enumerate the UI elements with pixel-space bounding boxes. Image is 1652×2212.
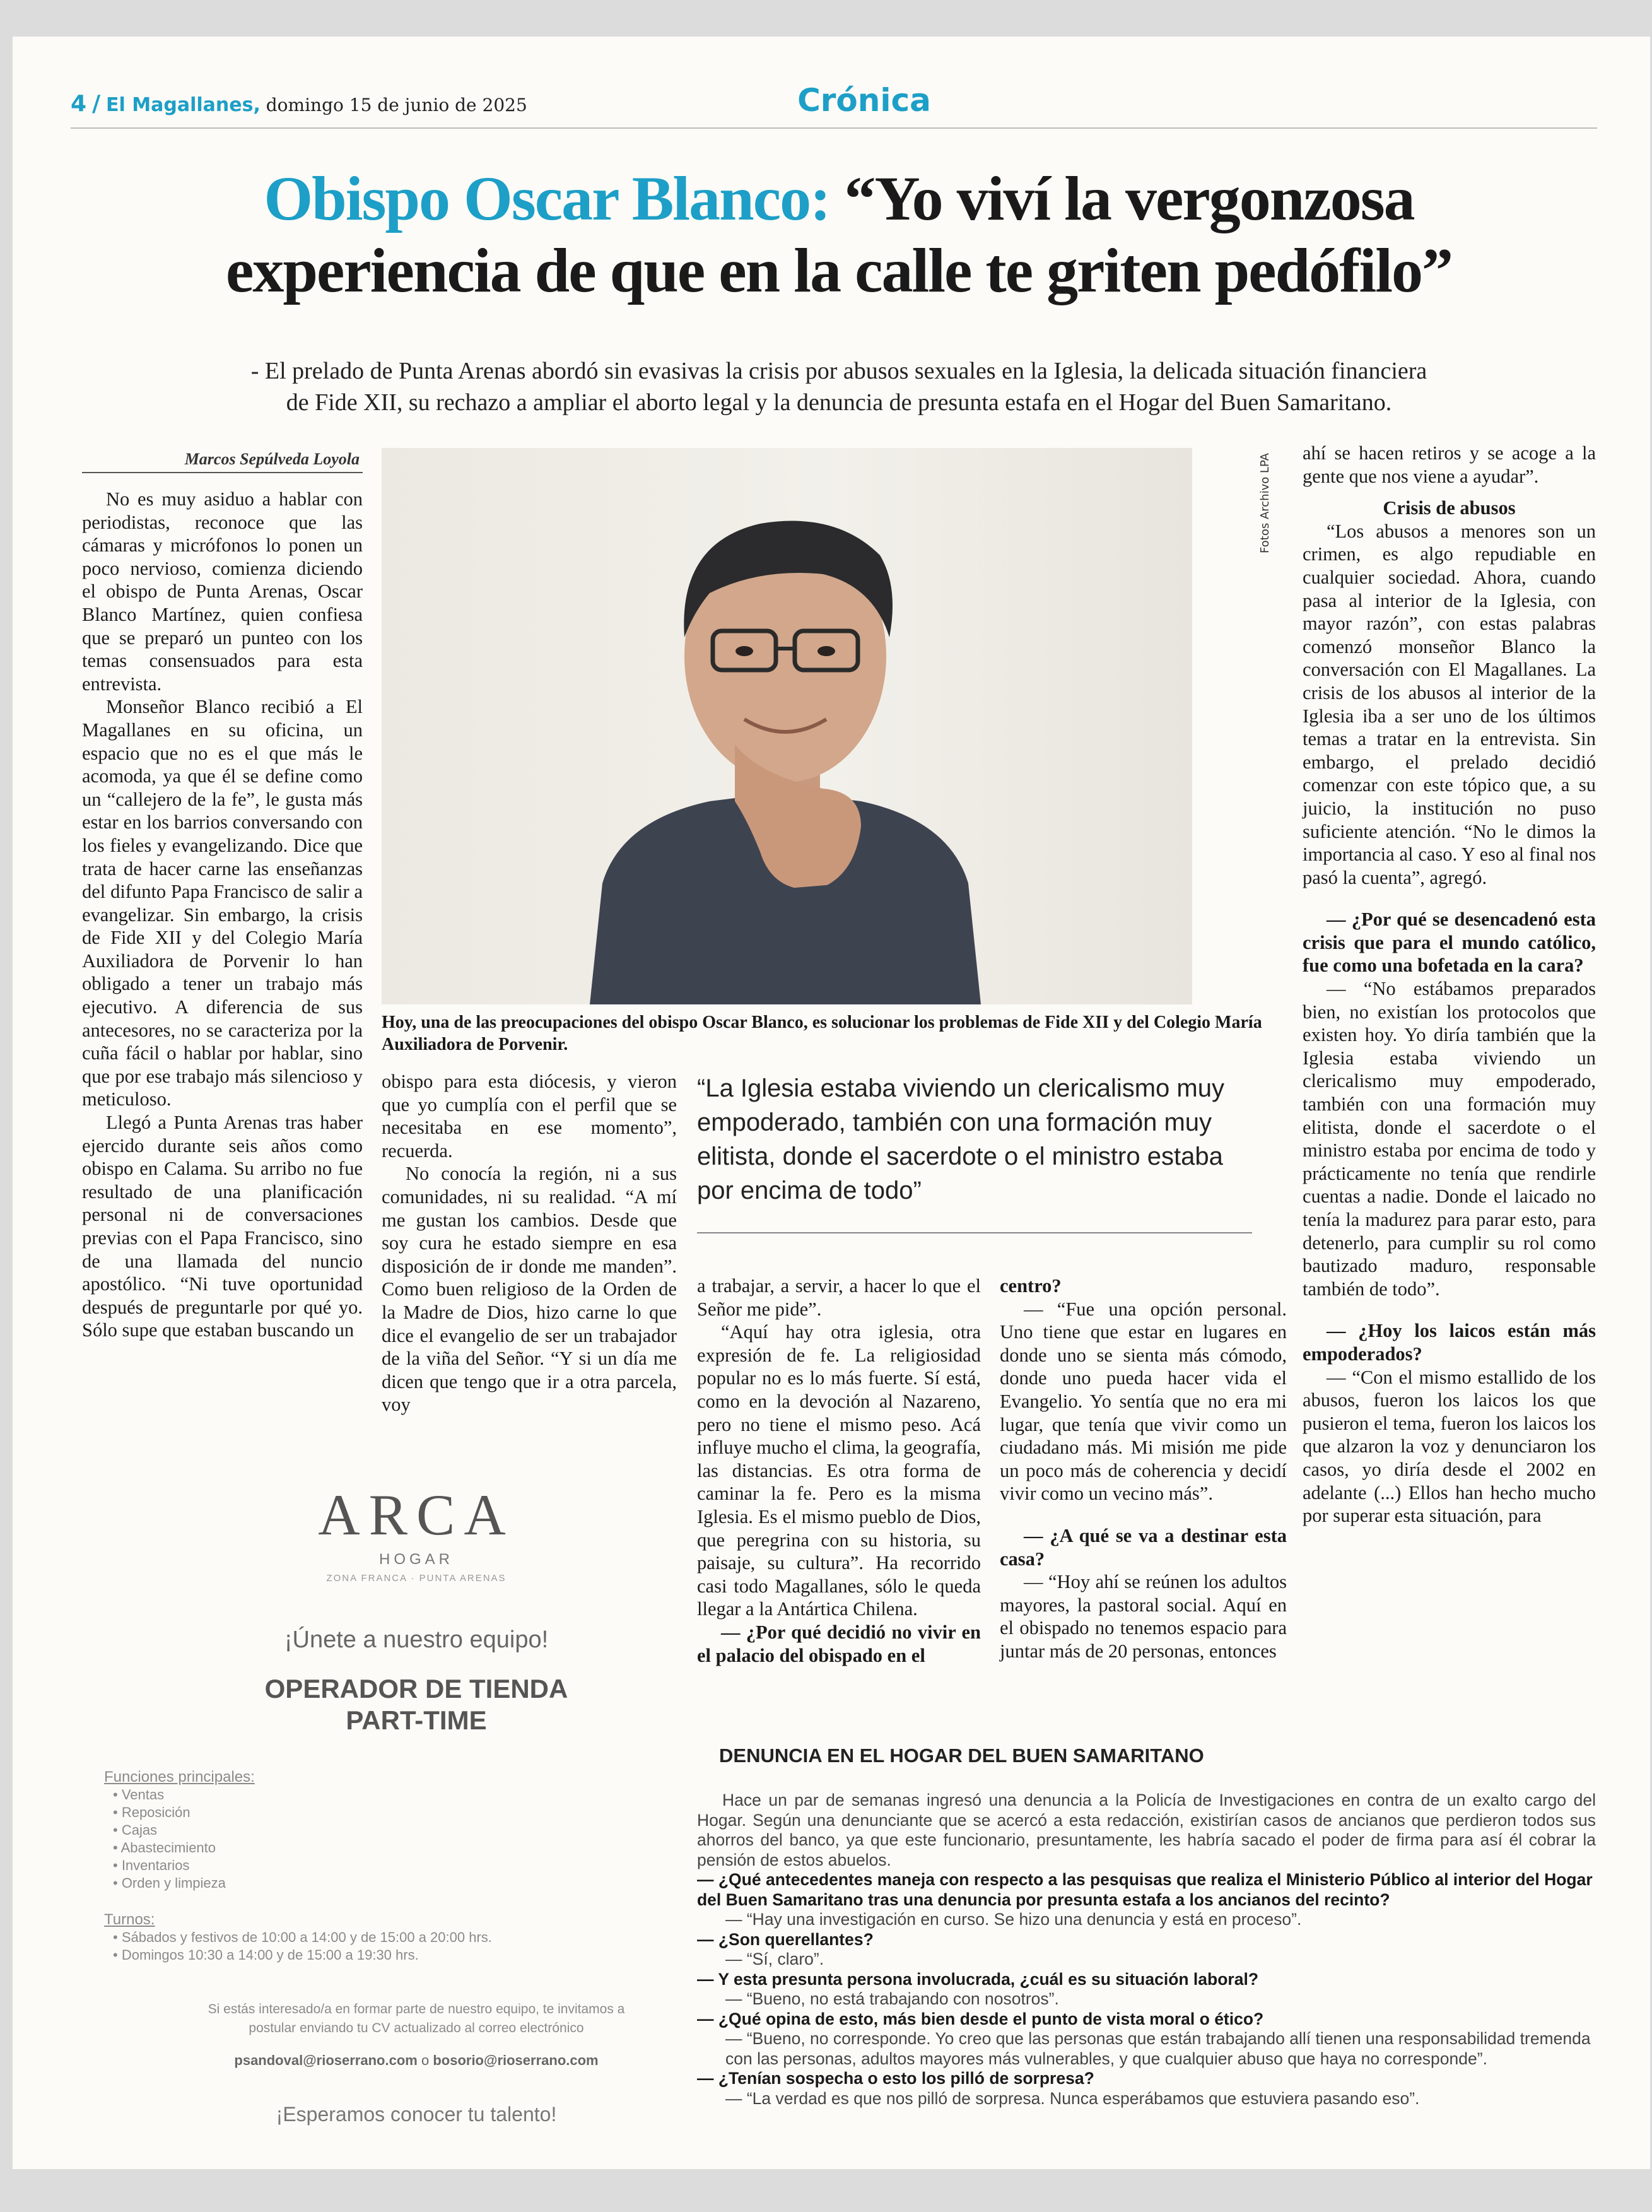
interview-question: — ¿Hoy los laicos están más empoderados?: [1303, 1320, 1596, 1365]
bishop-photo: [382, 448, 1192, 1004]
paragraph: Monseñor Blanco recibió a El Magallanes en su oficina, un espacio que no es el que más le acomoda, ya que él se define como un “callejero de la fe”, le gusta más estar en los barrios conversando con los fieles y evangelizando. Dice que trata de hacer carne las enseñanzas del difunto Papa Francisco de salir a evangelizar. Sin embargo, la crisis de Fide XII y del Colegio María Auxiliadora de Porvenir lo han obligado a tener un trabajo más ejecutivo. A diferencia de sus antecesores, no se caracteriza por la cuña fácil o hablar por hablar, sino que por ese trabajo más silencioso y meticuloso.: [82, 696, 363, 1110]
box-answer: — “Sí, claro”.: [725, 1950, 824, 1968]
paragraph: ahí se hacen retiros y se acoge a la gente que nos viene a ayudar”.: [1303, 442, 1596, 487]
ad-join-text: ¡Únete a nuestro equipo!: [284, 1627, 549, 1653]
ad-brand-tag: ZONA FRANCA · PUNTA ARENAS: [326, 1573, 507, 1584]
ad-function-item: • Cajas: [113, 1822, 158, 1838]
paragraph: “Aquí hay otra iglesia, otra expresión de fe. La religiosidad popular no es lo más fuerte. Sí está, como en la devoción al Nazareno, pero no tiene el mismo peso. Acá influye mucho el clima, la geografía, las distancias. Es otra forma de caminar la fe. Pero es la misma Iglesia. Es el mismo pueblo de Dios, que peregrina con su historia, su paisaje, su cultura”. Ha recorrido casi todo Magallanes, sólo le queda llegar a la Antártica Chilena.: [697, 1321, 981, 1620]
box-question: — ¿Qué opina de esto, más bien desde el punto de vista moral o ético?: [697, 2009, 1264, 2028]
ad-email-link[interactable]: psandoval@rioserrano.com: [234, 2052, 418, 2068]
deck-line-2: de Fide XII, su rechazo a ampliar el aborto legal y la denuncia de presunta estafa en el Hogar del Buen Samaritano.: [286, 389, 1392, 416]
byline: Marcos Sepúlveda Loyola: [184, 450, 360, 468]
ad-role-title: OPERADOR DE TIENDA: [264, 1674, 568, 1703]
box-title: DENUNCIA EN EL HOGAR DEL BUEN SAMARITANO: [719, 1744, 1204, 1767]
page-number: 4: [71, 91, 87, 117]
deck-line-1: - El prelado de Punta Arenas abordó sin evasivas la crisis por abusos sexuales en la Iglesia, la delicada situación financiera: [250, 358, 1427, 384]
interview-question: — ¿Por qué se desencadenó esta crisis que para el mundo católico, fue como una bofetada en la cara?: [1303, 909, 1596, 977]
ad-shift-item: • Domingos 10:30 a 14:00 y de 15:00 a 19:30 hrs.: [113, 1947, 419, 1963]
ad-role-subtitle: PART-TIME: [346, 1705, 487, 1735]
ad-emails: [164, 2052, 669, 2069]
ad-email-separator: o: [421, 2052, 430, 2068]
paragraph: No es muy asiduo a hablar con periodistas, reconoce que las cámaras y micrófonos lo ponen un poco nervioso, comienza diciendo el obispo de Punta Arenas, Oscar Blanco Martínez, quien confiesa que se preparó un punteo con los temas consensuados para esta entrevista.: [82, 488, 363, 695]
photo-credit: Fotos Archivo LPA: [1258, 453, 1272, 553]
interview-answer: — “Fue una opción personal. Uno tiene que estar en lugares en donde uno se sienta más cómodo, donde uno pueda hacer vida el Evangelio. Yo sentía que no era mi lugar, que tenía que vivir como un ciudadano más. Mi misión me pide un poco más de coherencia y decidí vivir como un vecino más”.: [1000, 1298, 1287, 1505]
article-column-3: [697, 1274, 981, 1667]
newspaper-page: [13, 37, 1650, 2169]
publication-date: domingo 15 de junio de 2025: [266, 95, 527, 115]
page-separator: /: [91, 91, 101, 117]
ad-email-link[interactable]: bosorio@rioserrano.com: [433, 2052, 599, 2068]
interview-answer: — “Hoy ahí se reúnen los adultos mayores, la pastoral social. Aquí en el obispado no tenemos espacio para juntar más de 20 personas, entonces: [1000, 1571, 1287, 1662]
interview-answer: — “Con el mismo estallido de los abusos, fueron los laicos los que pusieron el tema, fueron los laicos los que alzaron la voz y denunciaron los casos, yo diría desde el 2002 en adelante (...) Ellos han hecho mucho por superar esta situación, para: [1303, 1366, 1596, 1527]
box-question: — ¿Tenían sospecha o esto los pilló de sorpresa?: [697, 2069, 1094, 2088]
box-question: — ¿Son querellantes?: [697, 1929, 874, 1949]
headline-line-1: [88, 163, 1590, 235]
box-answer: — “La verdad es que nos pilló de sorpresa. Nunca esperábamos que estuviera pasando eso”.: [725, 2088, 1420, 2108]
paragraph: No conocía la región, ni a sus comunidades, ni su realidad. “A mí me gustan los cambios. Desde que soy cura he estado siempre en esa disposición de ir donde me manden”. Como buen religioso de la Orden de la Madre de Dios, hizo carne lo que dice el evangelio de ser un trabajador de la viña del Señor. “Y si un día me dicen que tengo que ir a otra parcela, voy: [382, 1163, 677, 1416]
article-column-4: [1000, 1274, 1287, 1663]
paragraph: a trabajar, a servir, a hacer lo que el Señor me pide”.: [697, 1275, 981, 1320]
ad-function-item: • Orden y limpieza: [113, 1875, 226, 1891]
ad-function-item: • Ventas: [113, 1787, 165, 1803]
box-answer: — “Bueno, no está trabajando con nosotros”.: [725, 1989, 1059, 2008]
job-advertisement: [104, 1469, 669, 2150]
publication-name: El Magallanes,: [106, 94, 261, 116]
headline-quote-start: “Yo viví la vergonzosa: [844, 163, 1414, 233]
interview-answer: — “No estábamos preparados bien, no existían los protocolos que existen hoy. Yo diría también que la Iglesia estaba viviendo un clericalismo muy empoderado, también con una formación muy elitista, donde el sacerdote o el ministro estaba por encima de todo y prácticamente no tenía que rendirle cuentas a nadie. Donde el laicado no tenía la madurez para parar esto, para detenerlo, para cumplir su rol como bautizado maduro, responsable también de todo”.: [1303, 978, 1596, 1300]
ad-functions: [104, 1768, 492, 1964]
deck: [151, 355, 1526, 418]
portrait-illustration: [382, 448, 1192, 1004]
ad-invite-line-2: postular enviando tu CV actualizado al correo electrónico: [249, 2021, 584, 2035]
ad-function-item: • Inventarios: [113, 1857, 190, 1873]
ad-brand-logo: ARCA: [318, 1483, 515, 1547]
box-question: — Y esta presunta persona involucrada, ¿cuál es su situación laboral?: [697, 1969, 1259, 1989]
headline-line-2: experiencia de que en la calle te griten pedófilo”: [225, 235, 1453, 305]
subheading: Crisis de abusos: [1383, 497, 1516, 519]
ad-shift-item: • Sábados y festivos de 10:00 a 14:00 y de 15:00 a 20:00 hrs.: [113, 1929, 492, 1945]
ad-brand-sub: HOGAR: [378, 1551, 454, 1568]
photo-caption: Hoy, una de las preocupaciones del obispo Oscar Blanco, es solucionar los problemas de Fide XII y del Colegio María Auxiliadora de Porvenir.: [382, 1013, 1262, 1054]
interview-question-end: centro?: [1000, 1275, 1062, 1297]
ad-functions-title: Funciones principales:: [104, 1768, 255, 1785]
article-column-5: [1303, 442, 1596, 1527]
paragraph: obispo para esta diócesis, y vieron que yo cumplía con el perfil que se necesitaba en ese momento”, recuerda.: [382, 1071, 677, 1162]
byline-divider: [82, 472, 363, 473]
headline-name: Obispo Oscar Blanco:: [264, 163, 830, 233]
box-question: — ¿Qué antecedentes maneja con respecto a las pesquisas que realiza el Ministerio Público al interior del Hogar del Buen Samaritano tras una denuncia por presunta estafa a los ancianos del recinto?: [697, 1870, 1593, 1909]
page-header: [71, 91, 527, 117]
ad-shifts-title: Turnos:: [104, 1911, 155, 1928]
pull-quote-divider: [697, 1232, 1252, 1233]
ad-invite-line-1: Si estás interesado/a en formar parte de nuestro equipo, te invitamos a: [208, 2002, 625, 2016]
paragraph: Llegó a Punta Arenas tras haber ejercido durante seis años como obispo en Calama. Su arribo no fue resultado de una planificación personal ni de conversaciones previas con el Papa Francisco, sino de una llamada del nuncio apostólico. “Ni tuve oportunidad después de preguntarle por qué yo. Sólo supe que estaban buscando un: [82, 1112, 363, 1341]
ad-closing: ¡Esperamos conocer tu talento!: [276, 2103, 557, 2126]
box-answer: — “Bueno, no corresponde. Yo creo que las personas que están trabajando allí tienen una responsabilidad tremenda con las personas, adultos mayores más vulnerables, y que cualquier abuso que haya no corresponde”.: [725, 2029, 1591, 2068]
article-column-2: [382, 1070, 677, 1416]
interview-question: — ¿Por qué decidió no vivir en el palacio del obispado en el: [697, 1621, 981, 1666]
paragraph: “Los abusos a menores son un crimen, es algo repudiable en cualquier sociedad. Ahora, cuando pasa al interior de la Iglesia, con mayor razón”, con estas palabras comenzó monseñor Blanco la conversación con El Magallanes. La crisis de los abusos al interior de la Iglesia iba a ser uno de los últimos temas a tratar en la entrevista. Sin embargo, el prelado decidió comenzar con este tópico que, a su juicio, la institución no puso suficiente atención. “No le dimos la importancia al caso. Y eso al final nos pasó la cuenta”, agregó.: [1303, 520, 1596, 888]
ad-function-item: • Abastecimiento: [113, 1840, 216, 1856]
article-column-1: [82, 488, 363, 1342]
box-intro: Hace un par de semanas ingresó una denuncia a la Policía de Investigaciones en contra de un exalto cargo del Hogar. Según una denunciante que se acercó a esta redacción, existirían casos de ancianos que perdieron todos sus ahorros del banco, ya que este funcionario, presuntamente, les habría sacado el poder de firma para así él cobrar la pensión de estos abuelos.: [697, 1791, 1596, 1869]
section-title: Crónica: [797, 82, 931, 119]
header-divider: [71, 127, 1597, 129]
headline: [88, 163, 1590, 307]
ad-function-item: • Reposición: [113, 1804, 190, 1820]
box-answer: — “Hay una investigación en curso. Se hizo una denuncia y está en proceso”.: [725, 1910, 1302, 1929]
sidebar-box: [697, 1791, 1596, 2109]
pull-quote: “La Iglesia estaba viviendo un clericalismo muy empoderado, también con una formación muy elitista, donde el sacerdote o el ministro estaba por encima de todo”: [697, 1074, 1224, 1204]
interview-question: — ¿A qué se va a destinar esta casa?: [1000, 1524, 1287, 1570]
